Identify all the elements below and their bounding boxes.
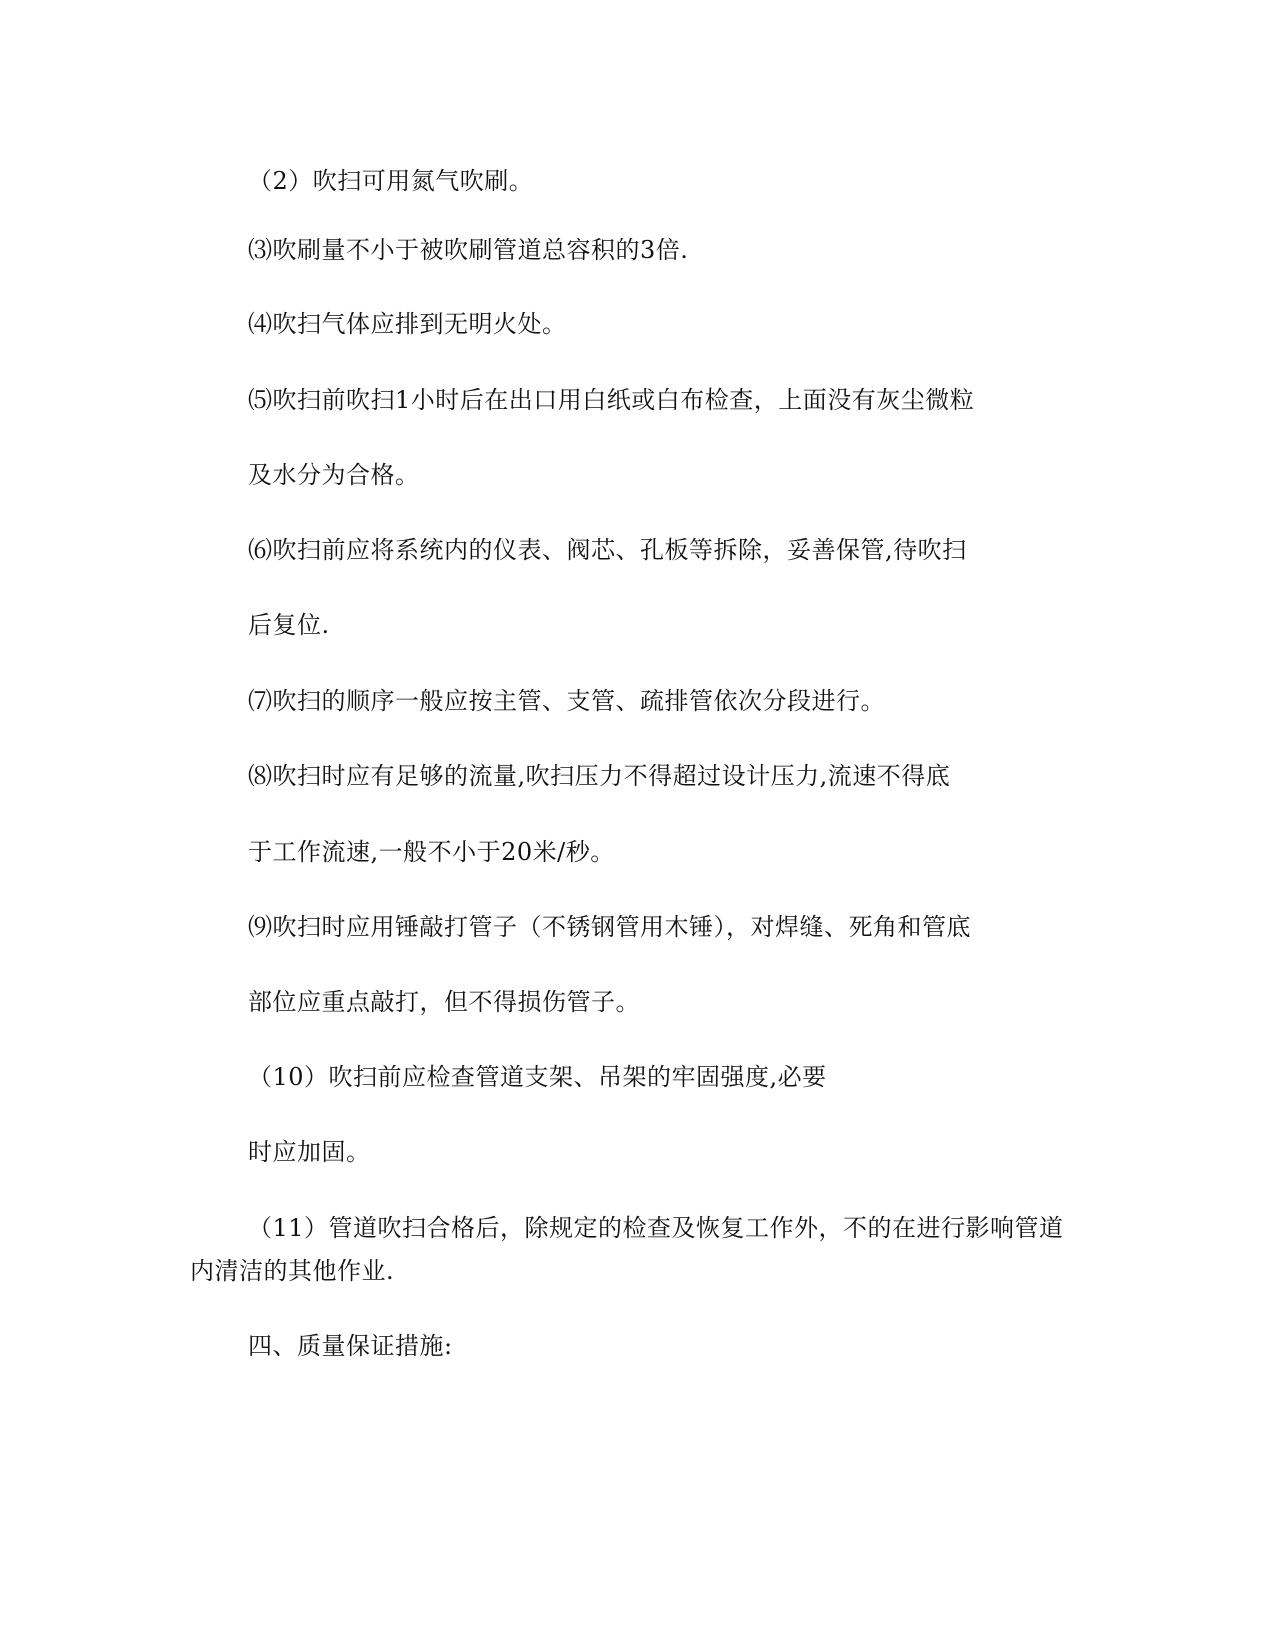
text-line: ⑸吹扫前吹扫1小时后在出口用白纸或白布检查，上面没有灰尘微粒	[248, 386, 975, 414]
text-line: 部位应重点敲打，但不得损伤管子。	[248, 988, 640, 1016]
text-line: 后复位.	[248, 611, 330, 639]
text-line: （11）管道吹扫合格后，除规定的检查及恢复工作外，不的在进行影响管道	[248, 1214, 1064, 1242]
text-line: （2）吹扫可用氮气吹刷。	[248, 167, 534, 195]
text-line: 于工作流速,一般不小于20米/秒。	[248, 838, 615, 866]
text-line: ⑷吹扫气体应排到无明火处。	[248, 310, 567, 338]
text-line: 时应加固。	[248, 1138, 371, 1166]
text-line: ⑺吹扫的顺序一般应按主管、支管、疏排管依次分段进行。	[248, 687, 885, 715]
section-heading: 四、质量保证措施:	[248, 1332, 453, 1360]
text-line: ⑻吹扫时应有足够的流量,吹扫压力不得超过设计压力,流速不得底	[248, 762, 951, 790]
text-line: 及水分为合格。	[248, 461, 420, 489]
text-line: 内清洁的其他作业.	[190, 1257, 395, 1285]
text-line: （10）吹扫前应检查管道支架、吊架的牢固强度,必要	[248, 1063, 827, 1091]
text-line: ⑹吹扫前应将系统内的仪表、阀芯、孔板等拆除，妥善保管,待吹扫	[248, 536, 967, 564]
text-line: ⑶吹刷量不小于被吹刷管道总容积的3倍.	[248, 236, 689, 264]
text-line: ⑼吹扫时应用锤敲打管子（不锈钢管用木锤），对焊缝、死角和管底	[248, 913, 971, 941]
